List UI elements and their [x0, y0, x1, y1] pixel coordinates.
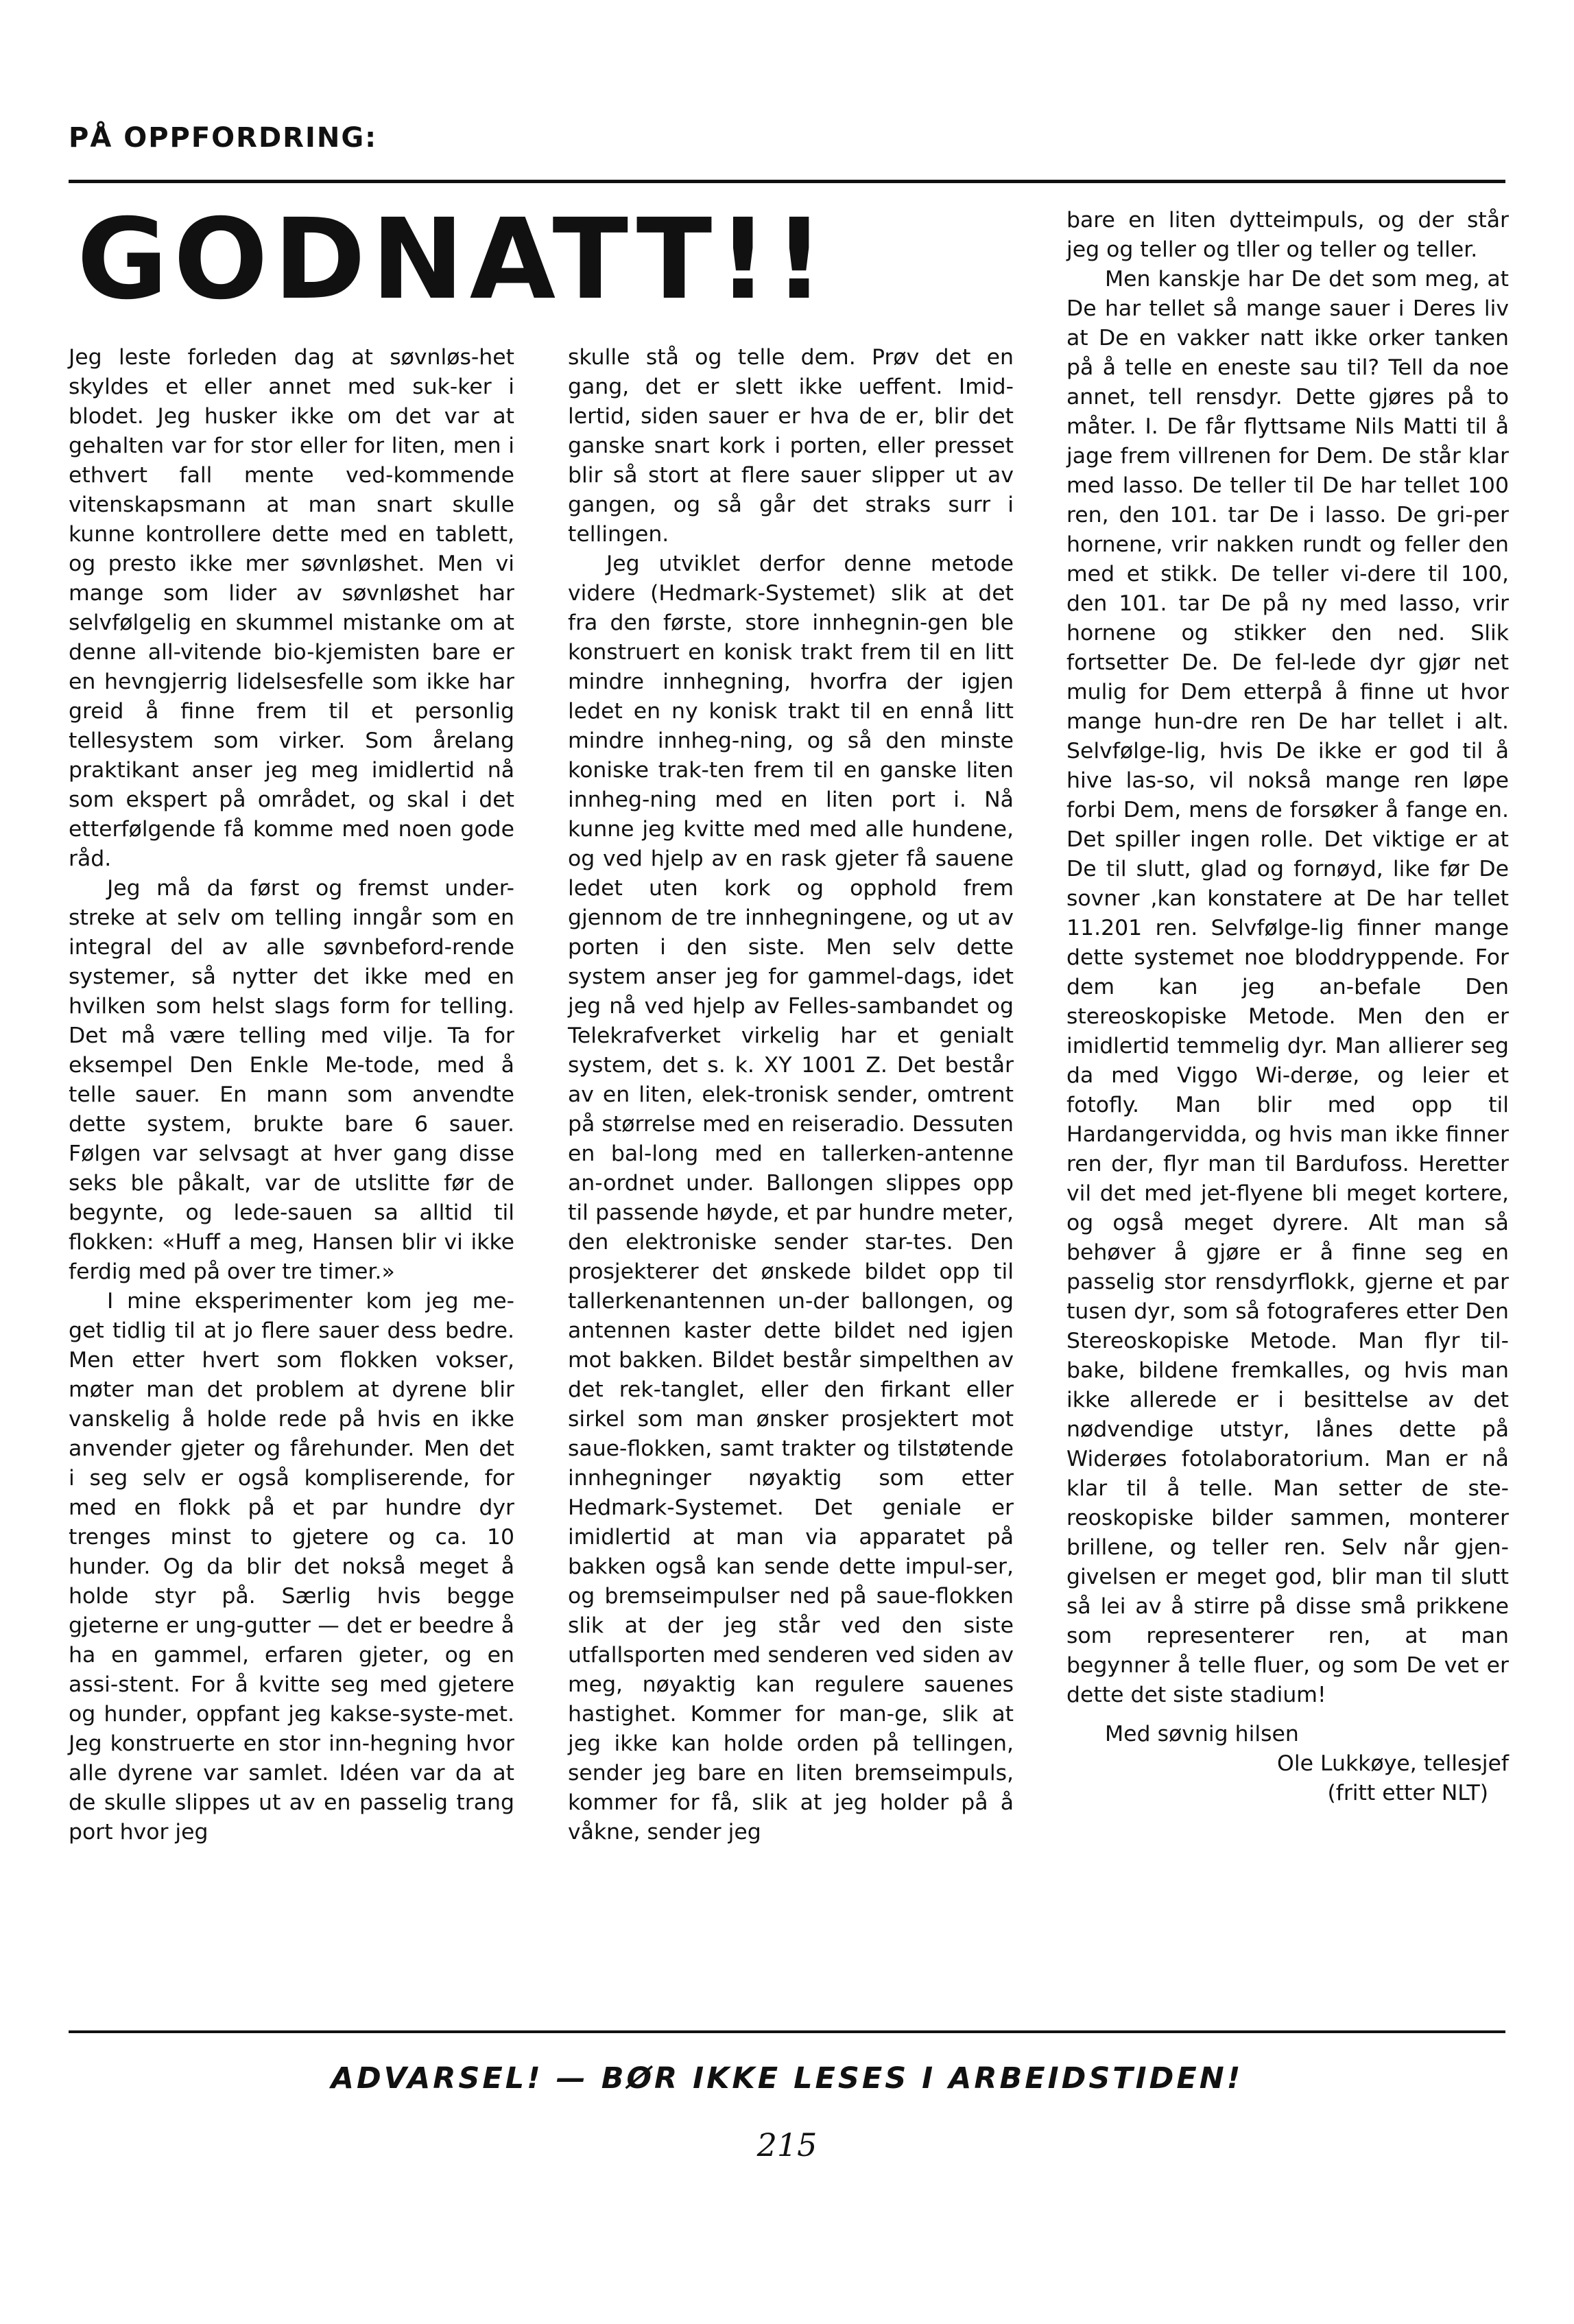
top-rule — [69, 180, 1505, 183]
paragraph: Men kanskje har De det som meg, at De har tellet så mange sauer i Deres liv at De en vakker natt ikke orker tanken på å telle en eneste sau til? Tell da noe annet, tell rensdyr. Dette gjøres på to måter. I. De får flyttsame Nils Matti til å jage frem villrenen for Dem. De står klar med lasso. De teller til De har tellet 100 ren, den 101. tar De i lasso. De gri-per hornene, vrir nakken rundt og feller den med et stikk. De teller vi-dere til 100, den 101. tar De på ny med lasso, vrir hornene og stikker den ned. Slik fortsetter De. De fel-lede dyr gjør net mulig for Dem etterpå å finne ut hvor mange hun-dre ren De har tellet i alt. Selvfølge-lig, hvis De ikke er god til å hive las-so, vil nokså mange ren løpe forbi Dem, mens de forsøker å fange en. Det spiller ingen rolle. Det viktige er at De til slutt, glad og fornøyd, like før De sovner ,kan konstatere at De har tellet 11.201 ren. Selvfølge-lig finner mange dette systemet noe bloddryppende. For dem kan jeg an-befale Den stereoskopiske Metode. Men den er imidlertid temmelig dyr. Man allierer seg da med Viggo Wi-derøe, og leier et fotofly. Man blir med opp til Hardangervidda, og hvis man ikke finner ren der, flyr man til Bardufoss. Heretter vil det med jet-flyene bli meget kortere, og også meget dyrere. Alt man så behøver å gjøre er å finne seg en passelig stor rensdyrflokk, gjerne et par tusen dyr, som så fotograferes etter Den Stereoskopiske Metode. Man flyr til-bake, bildene fremkalles, og hvis man ikke allerede er i besittelse av det nødvendige utstyr, lånes dette på Widerøes fotolaboratorium. Man er nå klar til å telle. Man setter de ste-reoskopiske bilder sammen, monterer brillene, og teller ren. Selv når gjen-givelsen er meget god, blir man til slutt så lei av å stirre på disse små prikkene som representerer ren, at man begynner å telle fluer, og som De vet er dette det siste stadium! — [1066, 267, 1509, 1707]
signoff — [1066, 1720, 1509, 1808]
paragraph: Jeg utviklet derfor denne metode videre (Hedmark-Systemet) slik at det fra den første, store innhegnin-gen ble konstruert en konisk trakt frem til en litt mindre innhegning, hvorfra der igjen ledet en ny konisk trakt til en ennå litt mindre innheg-ning, og så den minste koniske trak-ten frem til en ganske liten innheg-ning med en liten port i. Nå kunne jeg kvitte med med alle hundene, og ved hjelp av en rask gjeter få sauene ledet uten kork og opphold frem gjennom de tre innhegningene, og ut av porten i den siste. Men selv dette system anser jeg for gammel-dags, idet jeg nå ved hjelp av Felles-sambandet og Telekrafverket virkelig har et genialt system, det s. k. XY 1001 Z. Det består av en liten, elek-tronisk sender, omtrent på størrelse med en reiseradio. Dessuten en bal-long med en tallerken-antenne an-ordnet under. Ballongen slippes opp til passende høyde, et par hundre meter, den elektroniske sender star-tes. Den prosjekterer det ønskede bildet opp til tallerkenantennen un-der ballongen, og antennen kaster dette bildet ned igjen mot bakken. Bildet består simpelthen av det rek-tanglet, eller den firkant eller sirkel som man ønsker prosjektert mot saue-flokken, samt trakter og tilstøtende innhegninger nøyaktig som etter Hedmark-Systemet. Det geniale er imidlertid at man via apparatet på bakken også kan sende dette impul-ser, og bremseimpulser ned på saue-flokken slik at der jeg står ved den siste utfallsporten med senderen ved siden av meg, nøyaktig kan regulere sauenes hastighet. Kommer for man-ge, slik at jeg ikke kan holde orden på tellingen, sender jeg bare en liten bremseimpuls, kommer for få, slik at jeg holder på å våkne, sender jeg — [568, 552, 1014, 1845]
paragraph: Jeg må da først og fremst under-streke at selv om telling inngår som en integral del av alle søvnbeford-rende systemer, så nytter det ikke med en hvilken som helst slags form for telling. Det må være telling med vilje. Ta for eksempel Den Enkle Me-tode, med å telle sauer. En mann som anvendte dette system, brukte bare 6 sauer. Følgen var selvsagt at hver gang disse seks ble påkalt, var de utslitte før de begynte, og lede-sauen sa alltid til flokken: «Huff a meg, Hansen blir vi ikke ferdig med på over tre timer.» — [69, 876, 514, 1284]
author-name: Ole Lukkøye, tellesjef — [1277, 1751, 1509, 1776]
paragraph: I mine eksperimenter kom jeg me-get tidlig til at jo flere sauer dess bedre. Men etter hvert som flokken vokser, møter man det problem at dyrene blir vanskelig å holde rede på hvis en ikke anvender gjeter og fårehunder. Men det i seg selv er også kompliserende, for med en flokk på et par hundre dyr trenges minst to gjetere og ca. 10 hunder. Og da blir det nokså meget å holde styr på. Særlig hvis begge gjeterne er ung-gutter — det er beedre å ha en gammel, erfaren gjeter, og en assi-stent. For å kvitte seg med gjetere og hunder, oppfant jeg kakse-syste-met. Jeg konstruerte en stor inn-hegning hvor alle dyrene var samlet. Idéen var da at de skulle slippes ut av en passelig trang port hvor jeg — [69, 1289, 514, 1845]
signoff-greeting: Med søvnig hilsen — [1105, 1722, 1299, 1746]
paragraph: skulle stå og telle dem. Prøv det en gang, det er slett ikke ueffent. Imid-lertid, siden sauer er hva de er, blir det ganske snart kork i porten, eller presset blir så stort at flere sauer slipper ut av gangen, og så går det straks surr i tellingen. — [568, 345, 1014, 547]
warning-banner: ADVARSEL! — BØR IKKE LESES I ARBEIDSTIDEN! — [331, 2061, 1243, 2096]
article-column-2 — [568, 343, 1014, 1847]
paragraph: Jeg leste forleden dag at søvnløs-het skyldes et eller annet med suk-ker i blodet. Jeg husker ikke om det var at gehalten var for stor eller for liten, men i ethvert fall mente ved-kommende vitenskapsmann at man snart skulle kunne kontrollere dette med en tablett, og presto ikke mer søvnløshet. Men vi mange som lider av søvnløshet har selvfølgelig en skummel mistanke om at denne all-vitende bio-kjemisten bare er en hevngjerrig lidelsesfelle som ikke har greid å finne frem til et personlig tellesystem som virker. Som årelang praktikant anser jeg meg imidlertid nå som ekspert på området, og skal i det etterfølgende få komme med noen gode råd. — [69, 345, 514, 871]
section-label: PÅ OPPFORDRING: — [69, 122, 378, 154]
source-credit: (fritt etter NLT) — [1327, 1781, 1488, 1805]
page-number: 215 — [756, 2126, 818, 2163]
article-column-3 — [1066, 206, 1509, 1808]
article-column-1 — [69, 343, 514, 1847]
bottom-rule — [69, 2030, 1505, 2033]
article-title: GODNATT!! — [77, 195, 831, 324]
paragraph: bare en liten dytteimpuls, og der står jeg og teller og tller og teller og teller. — [1066, 208, 1509, 262]
